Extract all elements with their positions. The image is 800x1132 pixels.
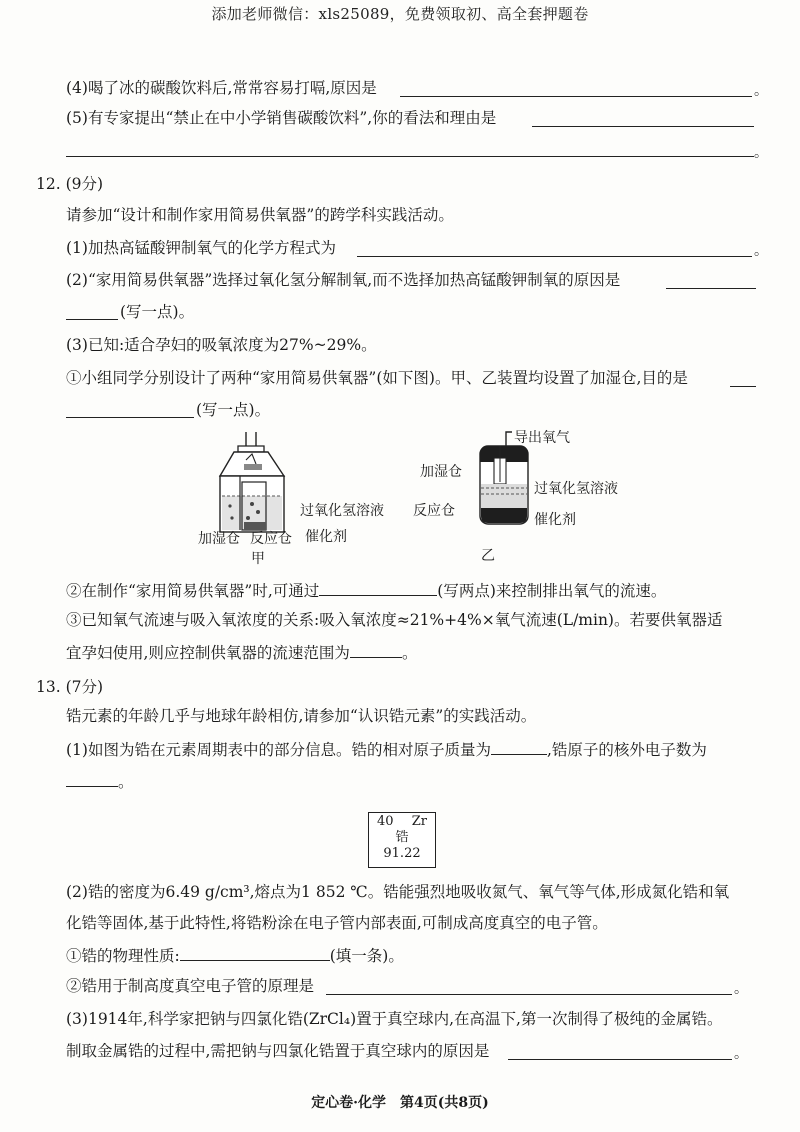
answer-blank[interactable]: [508, 1058, 732, 1060]
question-number-13: [36, 677, 103, 697]
watermark-text: 添加老师微信：xls25089，免费领取初、高全套押题卷: [211, 5, 589, 23]
q13-sub1: [66, 945, 760, 966]
q12-number: 12.: [36, 175, 61, 193]
q13-part1-cont: [66, 771, 760, 792]
q12-part3: (3)已知:适合孕妇的吸氧浓度为27%~29%。: [66, 336, 377, 354]
answer-blank[interactable]: [180, 945, 330, 961]
answer-blank[interactable]: [730, 385, 756, 387]
period: 。: [401, 644, 418, 662]
q13-intro: 锆元素的年龄几乎与地球年龄相仿,请参加“认识锆元素”的实践活动。: [66, 707, 537, 725]
answer-blank[interactable]: [532, 125, 754, 127]
q12-sub2-note: (写两点)来控制排出氧气的流速。: [437, 582, 667, 600]
period: 。: [754, 145, 768, 161]
answer-blank[interactable]: [319, 580, 437, 596]
fig-yi-label-outlet: 导出氧气: [514, 430, 570, 446]
answer-blank[interactable]: [400, 95, 752, 97]
element-name: 锆: [395, 830, 409, 845]
q12-part2-note: (写一点)。: [120, 303, 195, 321]
q13-sub1-note: (填一条)。: [329, 947, 404, 965]
fig-jia-label-catalyst: 催化剂: [305, 529, 347, 545]
q13-part2: (2)锆的密度为6.49 g/cm³,熔点为1 852 ℃。锆能强烈地吸收氮气、氧气等气体,形成氮化锆和氧: [66, 883, 730, 901]
q12-part2: (2)“家用简易供氧器”选择过氧化氢分解制氧,而不选择加热高锰酸钾制氧的原因是: [66, 271, 621, 289]
q13-part3: (3)1914年,科学家把钠与四氯化锆(ZrCl₄)置于真空球内,在高温下,第一次制得了极纯的金属锆。: [66, 1010, 723, 1028]
q11-part5-text: (5)有专家提出“禁止在中小学销售碳酸饮料”,你的看法和理由是: [66, 109, 497, 127]
q12-sub3-cont: [66, 642, 760, 663]
period: 。: [734, 981, 748, 997]
fig-jia-label-solution: 过氧化氢溶液: [300, 503, 384, 519]
q12-part1: (1)加热高锰酸钾制氧气的化学方程式为: [66, 239, 336, 257]
fig-yi-label-humid: 加湿仓: [420, 464, 462, 480]
page-footer: 定心卷·化学 第4页(共8页): [311, 1095, 489, 1111]
q13-part1: [66, 739, 760, 760]
q12-score: (9分): [65, 175, 104, 193]
q13-part3-cont: 制取金属锆的过程中,需把钠与四氯化锆置于真空球内的原因是: [66, 1042, 490, 1060]
q12-intro: 请参加“设计和制作家用简易供氧器”的跨学科实践活动。: [66, 206, 454, 224]
fig-yi-caption: 乙: [481, 548, 495, 564]
periodic-table-cell-zr: [368, 812, 436, 868]
answer-blank[interactable]: [66, 318, 118, 320]
q12-sub2: [66, 580, 760, 601]
fig-yi-label-solution: 过氧化氢溶液: [534, 481, 618, 497]
period: 。: [754, 83, 768, 99]
answer-blank[interactable]: [326, 993, 732, 995]
fig-yi-label-catalyst: 催化剂: [534, 512, 576, 528]
atomic-number: 40: [377, 814, 394, 829]
q13-part2-cont: 化锆等固体,基于此特性,将锆粉涂在电子管内部表面,可制成高度真空的电子管。: [66, 914, 608, 932]
fig-jia-label-reaction: 反应仓: [250, 531, 292, 547]
q12-sub1: ①小组同学分别设计了两种“家用简易供氧器”(如下图)。甲、乙装置均设置了加湿仓,目的是: [66, 369, 688, 387]
q13-part1-text: (1)如图为锆在元素周期表中的部分信息。锆的相对原子质量为: [66, 741, 491, 759]
answer-blank[interactable]: [350, 642, 402, 658]
q12-sub2-text: ②在制作“家用简易供氧器”时,可通过: [66, 582, 320, 600]
atomic-mass: 91.22: [383, 846, 421, 861]
q13-part1-text2: ,锆原子的核外电子数为: [546, 741, 707, 759]
fig-yi-label-reaction: 反应仓: [413, 503, 455, 519]
answer-blank[interactable]: [666, 287, 756, 289]
q13-sub1-text: ①锆的物理性质:: [66, 947, 180, 965]
q13-number: 13.: [36, 678, 61, 696]
q11-part4-text: (4)喝了冰的碳酸饮料后,常常容易打嗝,原因是: [66, 79, 377, 97]
q13-score: (7分): [65, 678, 104, 696]
q12-sub1-note: (写一点)。: [196, 401, 271, 419]
fig-jia-caption: 甲: [251, 551, 265, 567]
question-number-12: [36, 174, 103, 194]
period: 。: [734, 1046, 748, 1062]
q12-sub3: ③已知氧气流速与吸入氧浓度的关系:吸入氧浓度≈21%+4%×氧气流速(L/min)。若要供氧器适: [66, 611, 723, 629]
oxygen-generator-jia-diagram: [200, 430, 310, 540]
element-symbol: Zr: [411, 814, 427, 829]
fig-jia-label-humid: 加湿仓: [198, 531, 240, 547]
answer-blank[interactable]: [66, 771, 118, 787]
period: 。: [118, 773, 134, 791]
q12-sub3-text: 宜孕妇使用,则应控制供氧器的流速范围为: [66, 644, 350, 662]
answer-blank[interactable]: [66, 155, 754, 157]
period: 。: [754, 243, 768, 259]
q13-sub2: ②锆用于制高度真空电子管的原理是: [66, 977, 315, 995]
answer-blank[interactable]: [491, 739, 547, 755]
answer-blank[interactable]: [66, 416, 194, 418]
answer-blank[interactable]: [357, 255, 752, 257]
